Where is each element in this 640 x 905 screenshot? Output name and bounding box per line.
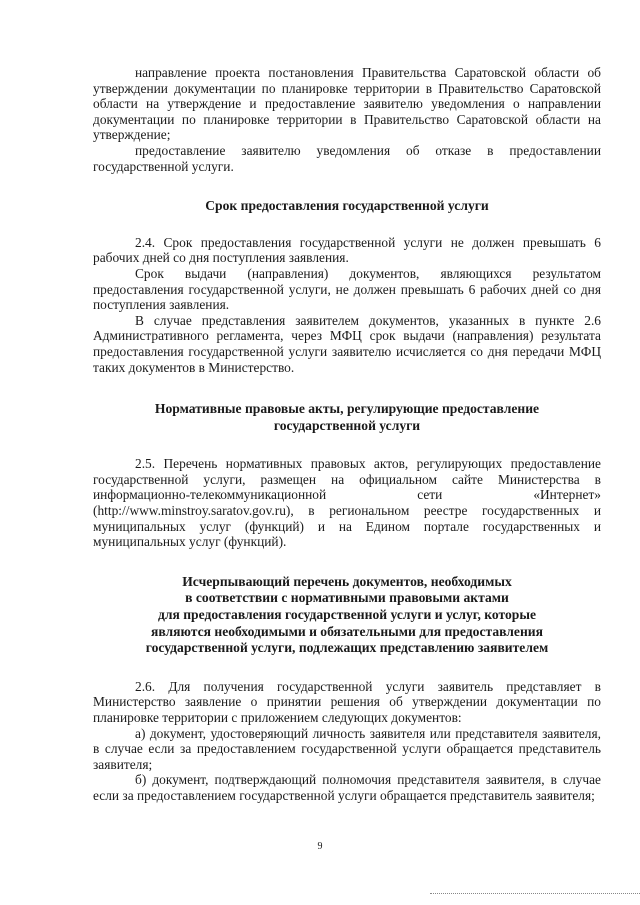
section-heading-term: Срок предоставления государственной услуги [205,198,489,214]
docs-paragraph-3: б) документ, подтверждающий полномочия представителя заявителя, в случае если за предоставлением государственной услуги обращается представитель заявителя; [93,772,601,803]
acts-heading-line-1: Нормативные правовые акты, регулирующие предоставление [154,401,540,417]
intro-paragraph-1: направление проекта постановления Правительства Саратовской области об утверждении документации по планировке территории в Правительство Саратовской области на утверждение и предоставление заявителю уведомления о направлении документации по планировке территории в Правительство Саратовской области на утверждение; [93,65,601,143]
section-heading-docs [93,574,601,657]
page-number: 9 [317,841,323,852]
docs-paragraph-1: 2.6. Для получения государственной услуги заявитель представляет в Министерство заявление о принятии решения об утверждении документации по планировке территории с приложением следующих документов: [93,678,601,725]
term-paragraph-2: Срок выдачи (направления) документов, являющихся результатом предоставления государственной услуги, не должен превышать 6 рабочих дней со дня поступления заявления. [93,265,601,313]
document-page [93,65,601,804]
term-paragraph-3: В случае представления заявителем документов, указанных в пункте 2.6 Административного регламента, через МФЦ срок выдачи (направления) результата предоставления государственной услуги заявителю исчисляется со дня передачи МФЦ таких документов в Министерство. [93,312,601,375]
docs-heading-line-3: для предоставления государственной услуги и услуг, которые [157,607,537,623]
scan-edge-divider [430,893,640,894]
acts-paragraph-1: 2.5. Перечень нормативных правовых актов, регулирующих предоставление государственной услуги, размещен на официальном сайте Министерства в информационно-телекоммуникационной сети «Интернет» (http://www.minstroy.saratov.gov.ru), в региональном реестре государственных и муниципальных услуг (функций) и на Едином портале государственных и муниципальных услуг (функций). [93,456,601,550]
docs-heading-line-4: являются необходимыми и обязательными для предоставления [151,623,543,639]
intro-paragraph-2: предоставление заявителю уведомления об отказе в предоставлении государственной услуги. [93,142,601,174]
acts-heading-line-2: государственной услуги [273,417,421,433]
docs-heading-line-5: государственной услуги, подлежащих представлению заявителем [145,640,549,656]
docs-heading-line-1: Исчерпывающий перечень документов, необходимых [182,573,512,589]
term-paragraph-1: 2.4. Срок предоставления государственной услуги не должен превышать 6 рабочих дней со дня поступления заявления. [93,234,601,266]
section-heading-acts [93,401,601,434]
docs-heading-line-2: в соответствии с нормативными правовыми актами [185,590,509,606]
docs-paragraph-2: а) документ, удостоверяющий личность заявителя или представителя заявителя, в случае если за предоставлением государственной услуги обращается представитель заявителя; [93,725,601,772]
